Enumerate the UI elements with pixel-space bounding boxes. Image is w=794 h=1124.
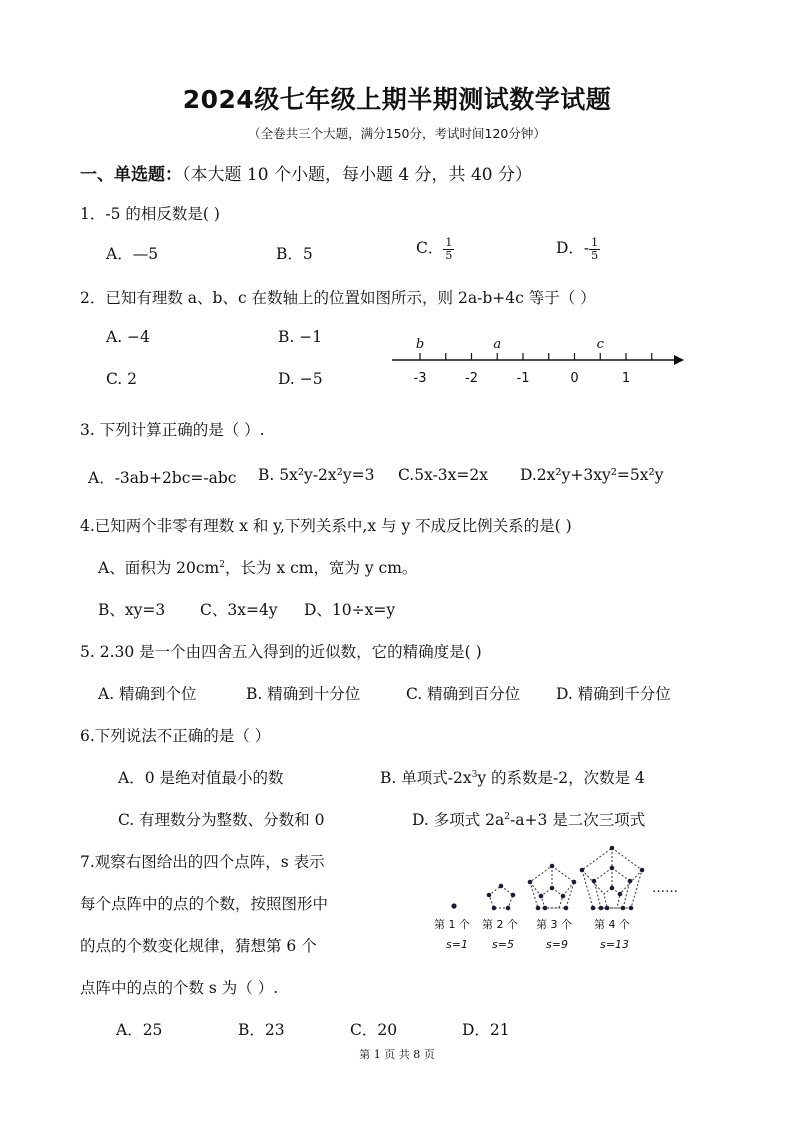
q6-option-d-text: D. 多项式 2a xyxy=(412,811,505,829)
q1-option-b: B．5 xyxy=(276,245,313,263)
q5-option-b: B. 精确到十分位 xyxy=(246,685,361,703)
dot-pattern-3 xyxy=(528,864,577,911)
q4-option-d: D、10÷x=y xyxy=(304,601,396,619)
q4-option-c: C、3x=4y xyxy=(200,601,278,619)
question-7-line-2: 每个点阵中的点的个数，按照图形中 xyxy=(80,895,329,913)
q5-option-c: C. 精确到百分位 xyxy=(406,685,521,703)
number-line-tick-labels xyxy=(414,371,631,386)
section-note: （本大题 10 个小题，每小题 4 分，共 40 分） xyxy=(182,165,533,185)
pattern-count-3: s=9 xyxy=(546,938,568,951)
dot-pattern-4 xyxy=(580,846,645,911)
fraction-denominator: 5 xyxy=(445,248,453,262)
dot-pattern-figure xyxy=(424,842,694,954)
pentagon-outline-inner xyxy=(604,888,620,908)
number-line-figure xyxy=(388,330,688,392)
q3-option-b: B. 5x²y-2x²y=3 xyxy=(258,466,375,484)
fraction-numerator: 1 xyxy=(591,235,599,249)
pattern-label-3: 第 3 个 xyxy=(536,918,572,931)
q4-option-b: B、xy=3 xyxy=(98,601,166,619)
dot xyxy=(451,903,456,908)
q2-option-d: D. −5 xyxy=(278,370,323,388)
q1-option-c-prefix: C． xyxy=(416,239,444,257)
question-4-stem: 4.已知两个非零有理数 x 和 y,下列关系中,x 与 y 不成反比例关系的是( ) xyxy=(80,517,572,535)
pattern-count-2: s=5 xyxy=(492,938,514,951)
question-7-line-4: 点阵中的点的个数 s 为（ ）. xyxy=(80,979,279,997)
q1-option-c-fraction xyxy=(443,237,454,262)
question-5-stem: 5. 2.30 是一个由四舍五入得到的近似数，它的精确度是( ) xyxy=(80,643,482,661)
pattern-label-4: 第 4 个 xyxy=(594,918,630,931)
page-title: 2024级七年级上期半期测试数学试题 xyxy=(182,85,612,114)
q3-option-c: C.5x-3x=2x xyxy=(398,466,488,484)
q7-option-a: A．25 xyxy=(116,1021,163,1039)
q7-option-b: B．23 xyxy=(238,1021,285,1039)
q6-option-a: A．0 是绝对值最小的数 xyxy=(118,769,284,787)
q6-option-c: C. 有理数分为整数、分数和 0 xyxy=(118,811,325,829)
figure-ellipsis: …… xyxy=(652,881,678,896)
number-line-tick-label: -2 xyxy=(465,371,478,386)
section-heading xyxy=(80,160,532,185)
number-line-tick-label: 0 xyxy=(570,371,579,386)
pattern-count-1: s=1 xyxy=(446,938,468,951)
number-line-arrow-icon xyxy=(674,355,684,365)
pentagon-outline xyxy=(489,886,513,908)
q1-option-d-fraction xyxy=(589,237,600,262)
q4-option-a-text: A、面积为 20cm xyxy=(98,559,220,577)
superscript: 2 xyxy=(504,811,510,822)
number-line-point-c: c xyxy=(596,337,604,352)
number-line-point-b: b xyxy=(415,337,425,352)
q5-option-a: A. 精确到个位 xyxy=(98,685,197,703)
number-line-point-a: a xyxy=(493,337,502,352)
fraction-denominator: 5 xyxy=(591,248,599,262)
number-line-point-labels xyxy=(416,337,605,352)
q7-option-d: D．21 xyxy=(462,1021,510,1039)
question-6-stem: 6.下列说法不正确的是（ ） xyxy=(80,727,271,745)
q3-option-d: D.2x²y+3xy²=5x²y xyxy=(520,466,664,484)
q6-option-b-text-end: y 的系数是-2，次数是 4 xyxy=(477,769,645,787)
q4-option-a xyxy=(98,556,417,578)
question-3-stem: 3. 下列计算正确的是（ ）. xyxy=(80,421,265,439)
number-line-tick-label: -3 xyxy=(413,371,427,386)
question-7-line-3: 的点的个数变化规律，猜想第 6 个 xyxy=(80,937,317,955)
q7-option-c: C．20 xyxy=(350,1021,398,1039)
q4-option-a-text-end: ，长为 x cm，宽为 y cm。 xyxy=(224,559,418,577)
q1-option-c xyxy=(416,236,454,262)
number-line-tick-label: 1 xyxy=(621,371,631,386)
pentagon-outline-inner xyxy=(541,888,563,908)
superscript: 3 xyxy=(471,769,478,780)
question-1-stem: 1．-5 的相反数是( ) xyxy=(80,205,220,223)
pattern-count-4: s=13 xyxy=(600,938,629,951)
number-line-tick-label: -1 xyxy=(516,371,530,386)
page-footer: 第 1 页 共 8 页 xyxy=(359,1048,435,1061)
question-7-line-1: 7.观察右图给出的四个点阵，s 表示 xyxy=(80,853,325,871)
number-line-ticks xyxy=(420,353,652,360)
dot-pattern-1 xyxy=(451,903,456,908)
question-2-stem: 2．已知有理数 a、b、c 在数轴上的位置如图所示，则 2a-b+4c 等于（ ） xyxy=(80,289,596,307)
q2-option-c: C. 2 xyxy=(106,370,138,388)
superscript: 2 xyxy=(219,559,225,570)
q3-option-a: A．-3ab+2bc=-abc xyxy=(88,469,237,487)
pattern-label-1: 第 1 个 xyxy=(434,918,470,931)
q6-option-b xyxy=(380,766,645,788)
section-title: 一、单选题： xyxy=(80,165,182,185)
q6-option-d-text-end: -a+3 是二次三项式 xyxy=(510,811,646,829)
exam-subtitle: （全卷共三个大题，满分150分，考试时间120分钟） xyxy=(248,126,546,141)
q2-option-a: A. −4 xyxy=(106,328,150,346)
q6-option-b-text: B. 单项式-2x xyxy=(380,769,472,787)
q1-option-d xyxy=(556,236,600,262)
q2-option-b: B. −1 xyxy=(278,328,323,346)
pattern-label-2: 第 2 个 xyxy=(482,918,518,931)
fraction-numerator: 1 xyxy=(445,235,453,249)
q1-option-d-prefix: D．- xyxy=(556,239,590,257)
q5-option-d: D. 精确到千分位 xyxy=(556,685,671,703)
q1-option-a: A．—5 xyxy=(106,245,159,263)
q6-option-d xyxy=(412,808,645,830)
dot-pattern-2 xyxy=(487,884,516,911)
